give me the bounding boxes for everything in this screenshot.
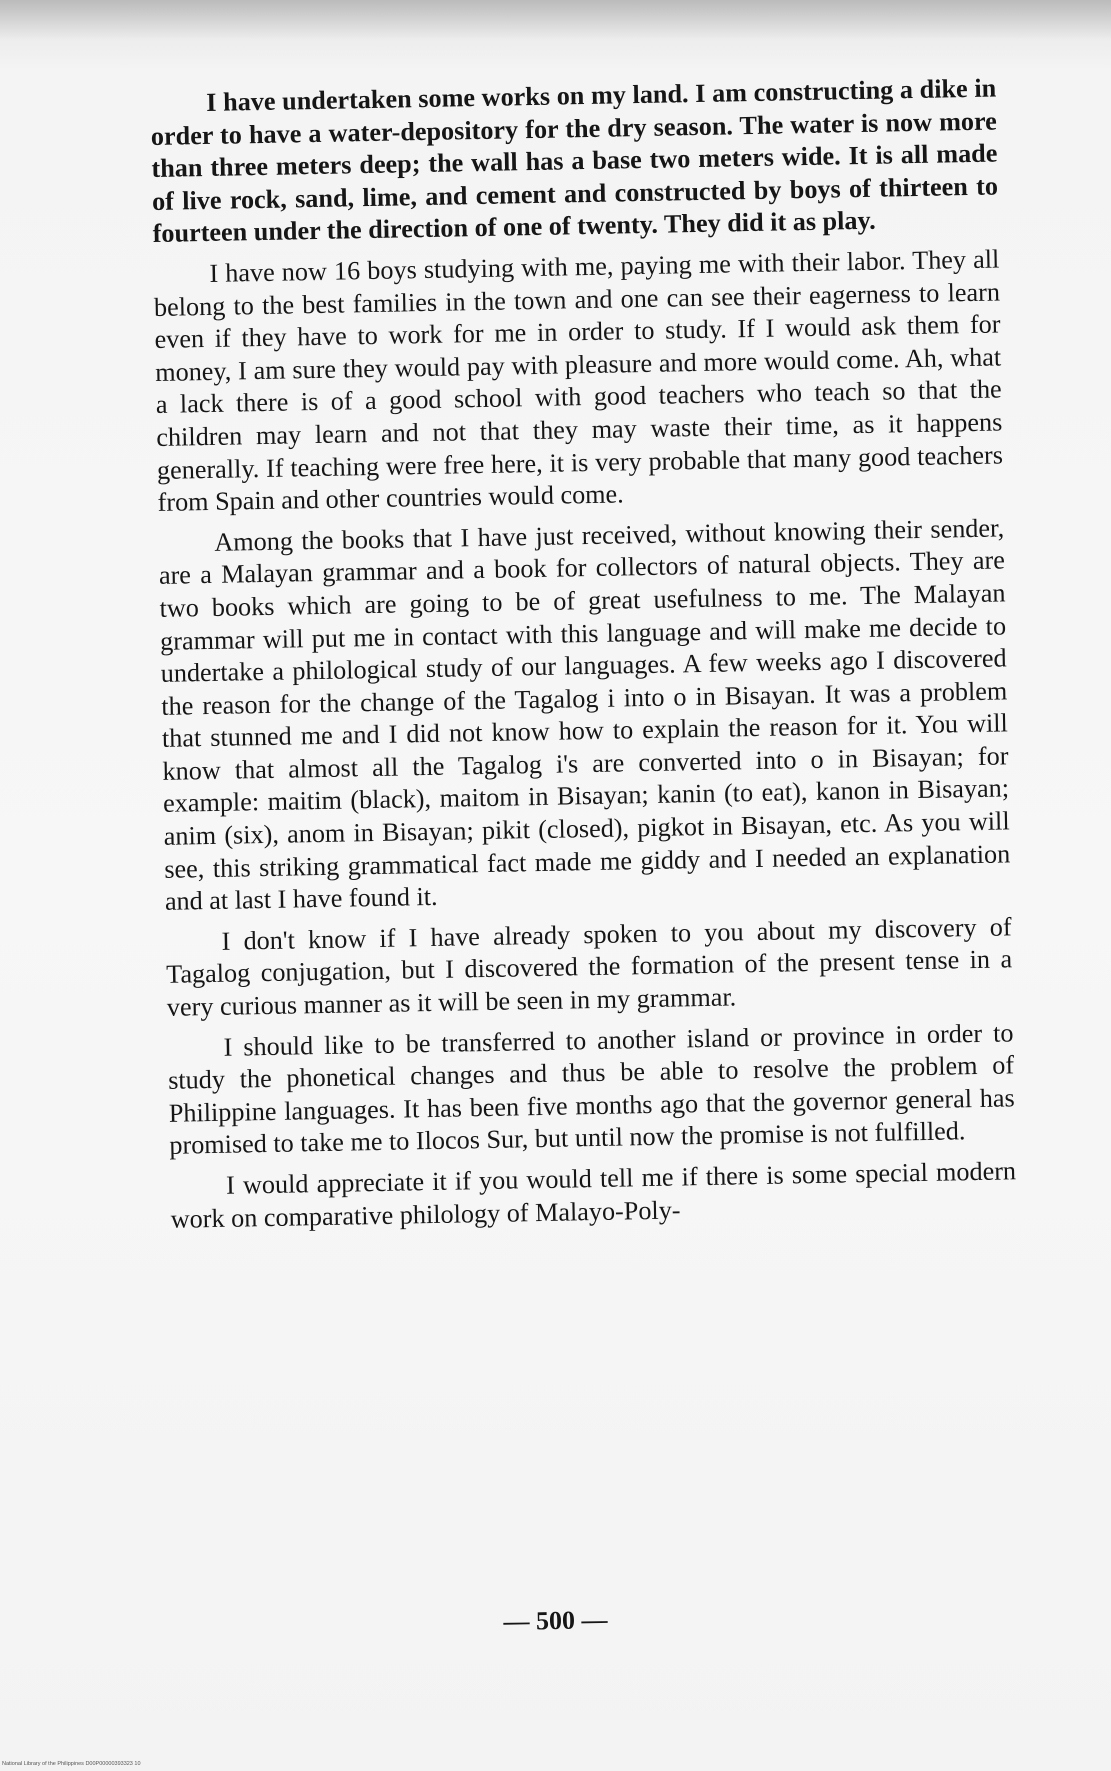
- page-number: — 500 —: [503, 1605, 608, 1636]
- page-top-shadow: [0, 0, 1111, 40]
- paragraph-dike-works: I have undertaken some works on my land. I am constructing a dike in order to have a water-depository for the dry season. The water is now more than three meters deep; the wall has a base two meters wide. It is all made of live rock, sand, lime, and cement and constructed by boys of thirteen to fourteen under the direction of one of twenty. They did it as play.: [150, 73, 999, 249]
- paragraph-malayan-grammar: Among the books that I have just received, without knowing their sender, are a Malayan grammar and a book for collectors of natural objects. They are two books which are going to be of great usefulness to me. The Malayan grammar will put me in contact with this language and will make me decide to undertake a philological study of our languages. A few weeks ago I discovered the reason for the change of the Tagalog i into o in Bisayan. It was a problem that stunned me and I did not know how to explain the reason for it. You will know that almost all the Tagalog i's are converted into o in Bisayan; for example: maitim (black), maitom in Bisayan; kanin (to eat), kanon in Bisayan; anim (six), anom in Bisayan; pikit (closed), pigkot in Bisayan, etc. As you will see, this striking grammatical fact made me giddy and I needed an explanation and at last I have found it.: [158, 513, 1011, 917]
- paragraph-transfer-request: I should like to be transferred to another island or province in order to study the phonetical changes and thus be able to resolve the problem of Philippine languages. It has been five months ago that the governor general has promised to take me to Ilocos Sur, but until now the promise is not fulfilled.: [167, 1017, 1015, 1161]
- paragraph-tagalog-conjugation: I don't know if I have already spoken to you about my discovery of Tagalog conjugation, but I discovered the formation of the present tense in a very curious manner as it will be seen in my grammar.: [165, 912, 1013, 1022]
- archive-caption: National Library of the Philippines D00P00000393323 10: [2, 1761, 141, 1767]
- paragraph-comparative-philology: I would appreciate it if you would tell me if there is some special modern work on comparative philology of Malayo-Poly-: [170, 1156, 1017, 1234]
- letter-body: [150, 72, 1017, 1243]
- paragraph-sixteen-boys: I have now 16 boys studying with me, paying me with their labor. They all belong to the best families in the town and one can see their eagerness to learn even if they have to work for me in order to study. If I would ask them for money, I am sure they would pay with pleasure and more would come. Ah, what a lack there is of a good school with good teachers who teach so that the children may learn and not that they may waste their time, as it happens generally. If teaching were free here, it is very probable that many good teachers from Spain and other countries would come.: [153, 244, 1004, 518]
